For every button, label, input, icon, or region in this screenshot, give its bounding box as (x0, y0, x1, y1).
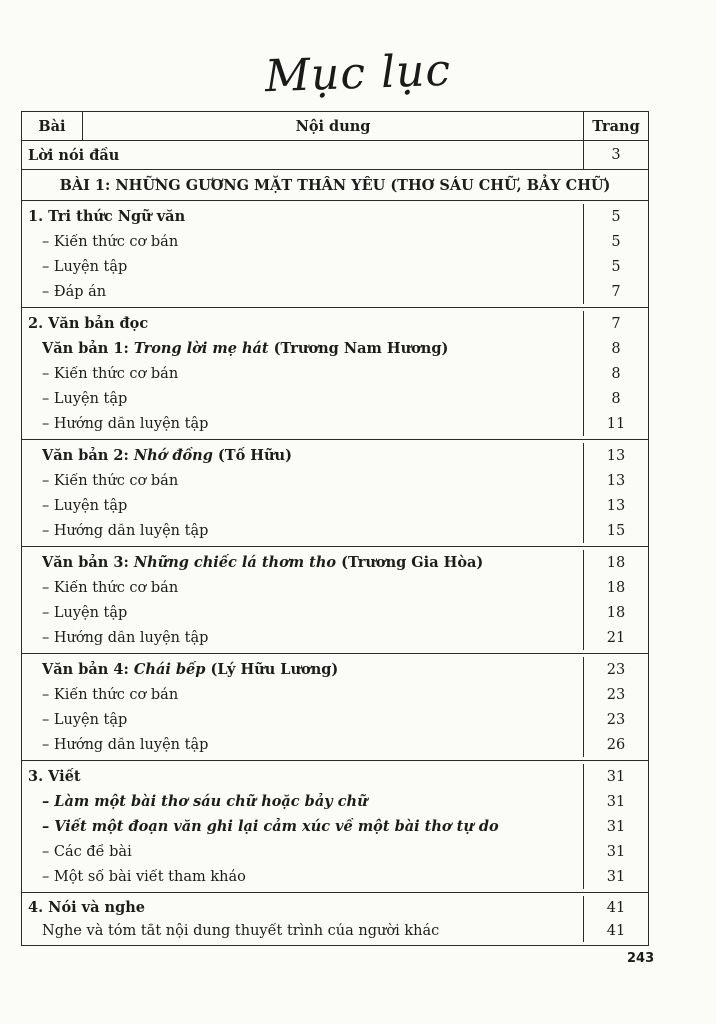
header-bai: Bài (22, 112, 83, 140)
row-page: 23 (583, 657, 648, 682)
text-title (22, 661, 583, 678)
text-name: Chái bếp (133, 661, 206, 678)
row-page: 18 (583, 575, 648, 600)
toc-row (22, 254, 648, 279)
row-page: 31 (583, 789, 648, 814)
toc-row (22, 493, 648, 518)
row-page: 5 (583, 204, 648, 229)
section-3 (22, 760, 648, 892)
toc-row (22, 625, 648, 650)
text-2-block (22, 439, 648, 546)
page-title: Mục lục (264, 44, 452, 103)
row-label: – Kiến thức cơ bản (42, 579, 179, 596)
preface-page: 3 (583, 141, 648, 169)
header-row (22, 112, 648, 140)
row-label: – Luyện tập (42, 258, 128, 275)
toc-row (22, 764, 648, 789)
toc-row (22, 411, 648, 436)
toc-row (22, 789, 648, 814)
row-page: 31 (583, 814, 648, 839)
text-3-block (22, 546, 648, 653)
text-prefix: Văn bản 2: (42, 447, 134, 464)
preface-block (22, 140, 648, 169)
row-page: 21 (583, 625, 648, 650)
toc-row (22, 839, 648, 864)
row-label: – Kiến thức cơ bản (42, 472, 179, 489)
row-label: – Hướng dẫn luyện tập (42, 736, 209, 753)
header-block (22, 112, 648, 140)
row-page: 7 (583, 279, 648, 304)
row-label: – Luyện tập (42, 390, 128, 407)
section-4 (22, 892, 648, 945)
row-label: – Kiến thức cơ bản (42, 686, 179, 703)
row-page: 13 (583, 493, 648, 518)
row-page: 41 (583, 896, 648, 919)
section-1 (22, 200, 648, 307)
row-label: – Làm một bài thơ sáu chữ hoặc bảy chữ (42, 793, 368, 810)
row-page: 8 (583, 336, 648, 361)
row-label: – Hướng dẫn luyện tập (42, 415, 209, 432)
row-page: 31 (583, 764, 648, 789)
toc-row (22, 468, 648, 493)
header-content: Nội dung (295, 117, 371, 135)
row-page: 13 (583, 443, 648, 468)
row-page: 8 (583, 386, 648, 411)
toc-row (22, 657, 648, 682)
toc-row (22, 311, 648, 336)
toc-row (22, 229, 648, 254)
text-prefix: Văn bản 4: (42, 661, 134, 678)
toc-row (22, 443, 648, 468)
row-page: 15 (583, 518, 648, 543)
text-prefix: Văn bản 3: (42, 554, 134, 571)
row-label: Nghe và tóm tắt nội dung thuyết trình của người khác (42, 922, 440, 939)
text-4-block (22, 653, 648, 760)
preface-label: Lời nói đầu (28, 146, 120, 164)
text-prefix: Văn bản 1: (42, 340, 134, 357)
row-label: – Hướng dẫn luyện tập (42, 522, 209, 539)
toc-row (22, 919, 648, 942)
row-label: – Các đề bài (42, 843, 132, 860)
row-page: 41 (583, 919, 648, 942)
row-page: 5 (583, 254, 648, 279)
row-page: 8 (583, 361, 648, 386)
row-page: 31 (583, 864, 648, 889)
row-label: – Đáp án (42, 283, 107, 300)
toc-row (22, 707, 648, 732)
section-title: 1. Tri thức Ngữ văn (28, 208, 186, 225)
text-name: Những chiếc lá thơm tho (133, 554, 337, 571)
section-title: 4. Nói và nghe (28, 899, 145, 916)
row-page: 18 (583, 550, 648, 575)
lesson-block (22, 169, 648, 200)
row-label: – Viết một đoạn văn ghi lại cảm xúc về một bài thơ tự do (42, 818, 499, 835)
row-page: 11 (583, 411, 648, 436)
toc-row (22, 814, 648, 839)
toc-row (22, 386, 648, 411)
toc-row (22, 575, 648, 600)
row-label: – Hướng dẫn luyện tập (42, 629, 209, 646)
toc-row (22, 336, 648, 361)
toc-row (22, 600, 648, 625)
row-page: 18 (583, 600, 648, 625)
text-name: Nhớ đồng (133, 447, 213, 464)
text-author: (Trương Gia Hòa) (336, 554, 484, 571)
toc-row (22, 361, 648, 386)
toc-row (22, 518, 648, 543)
toc-row (22, 864, 648, 889)
text-title (22, 554, 583, 571)
row-page: 5 (583, 229, 648, 254)
lesson-title: BÀI 1: NHỮNG GƯƠNG MẶT THÂN YÊU (THƠ SÁU CHỮ, BẢY CHỮ) (59, 176, 611, 194)
text-title (22, 447, 583, 464)
row-label: – Luyện tập (42, 711, 128, 728)
row-label: – Kiến thức cơ bản (42, 365, 179, 382)
toc-row (22, 204, 648, 229)
text-title (22, 340, 583, 357)
row-page: 23 (583, 707, 648, 732)
section-title: 2. Văn bản đọc (28, 315, 149, 332)
toc-row (22, 682, 648, 707)
text-author: (Trương Nam Hương) (268, 340, 449, 357)
table-of-contents (21, 111, 649, 946)
row-page: 23 (583, 682, 648, 707)
row-page: 26 (583, 732, 648, 757)
text-author: (Lý Hữu Lương) (205, 661, 339, 678)
section-title: 3. Viết (28, 768, 81, 785)
toc-row (22, 732, 648, 757)
header-page: Trang (583, 112, 648, 140)
row-label: – Kiến thức cơ bản (42, 233, 179, 250)
section-2 (22, 307, 648, 439)
row-label: – Luyện tập (42, 497, 128, 514)
row-label: – Luyện tập (42, 604, 128, 621)
toc-row (22, 279, 648, 304)
text-author: (Tố Hữu) (212, 447, 292, 464)
page-number: 243 (627, 951, 655, 966)
toc-row (22, 141, 648, 169)
text-name: Trong lời mẹ hát (133, 340, 269, 357)
row-page: 13 (583, 468, 648, 493)
toc-row (22, 550, 648, 575)
row-page: 31 (583, 839, 648, 864)
toc-row (22, 896, 648, 919)
row-page: 7 (583, 311, 648, 336)
row-label: – Một số bài viết tham khảo (42, 868, 246, 885)
